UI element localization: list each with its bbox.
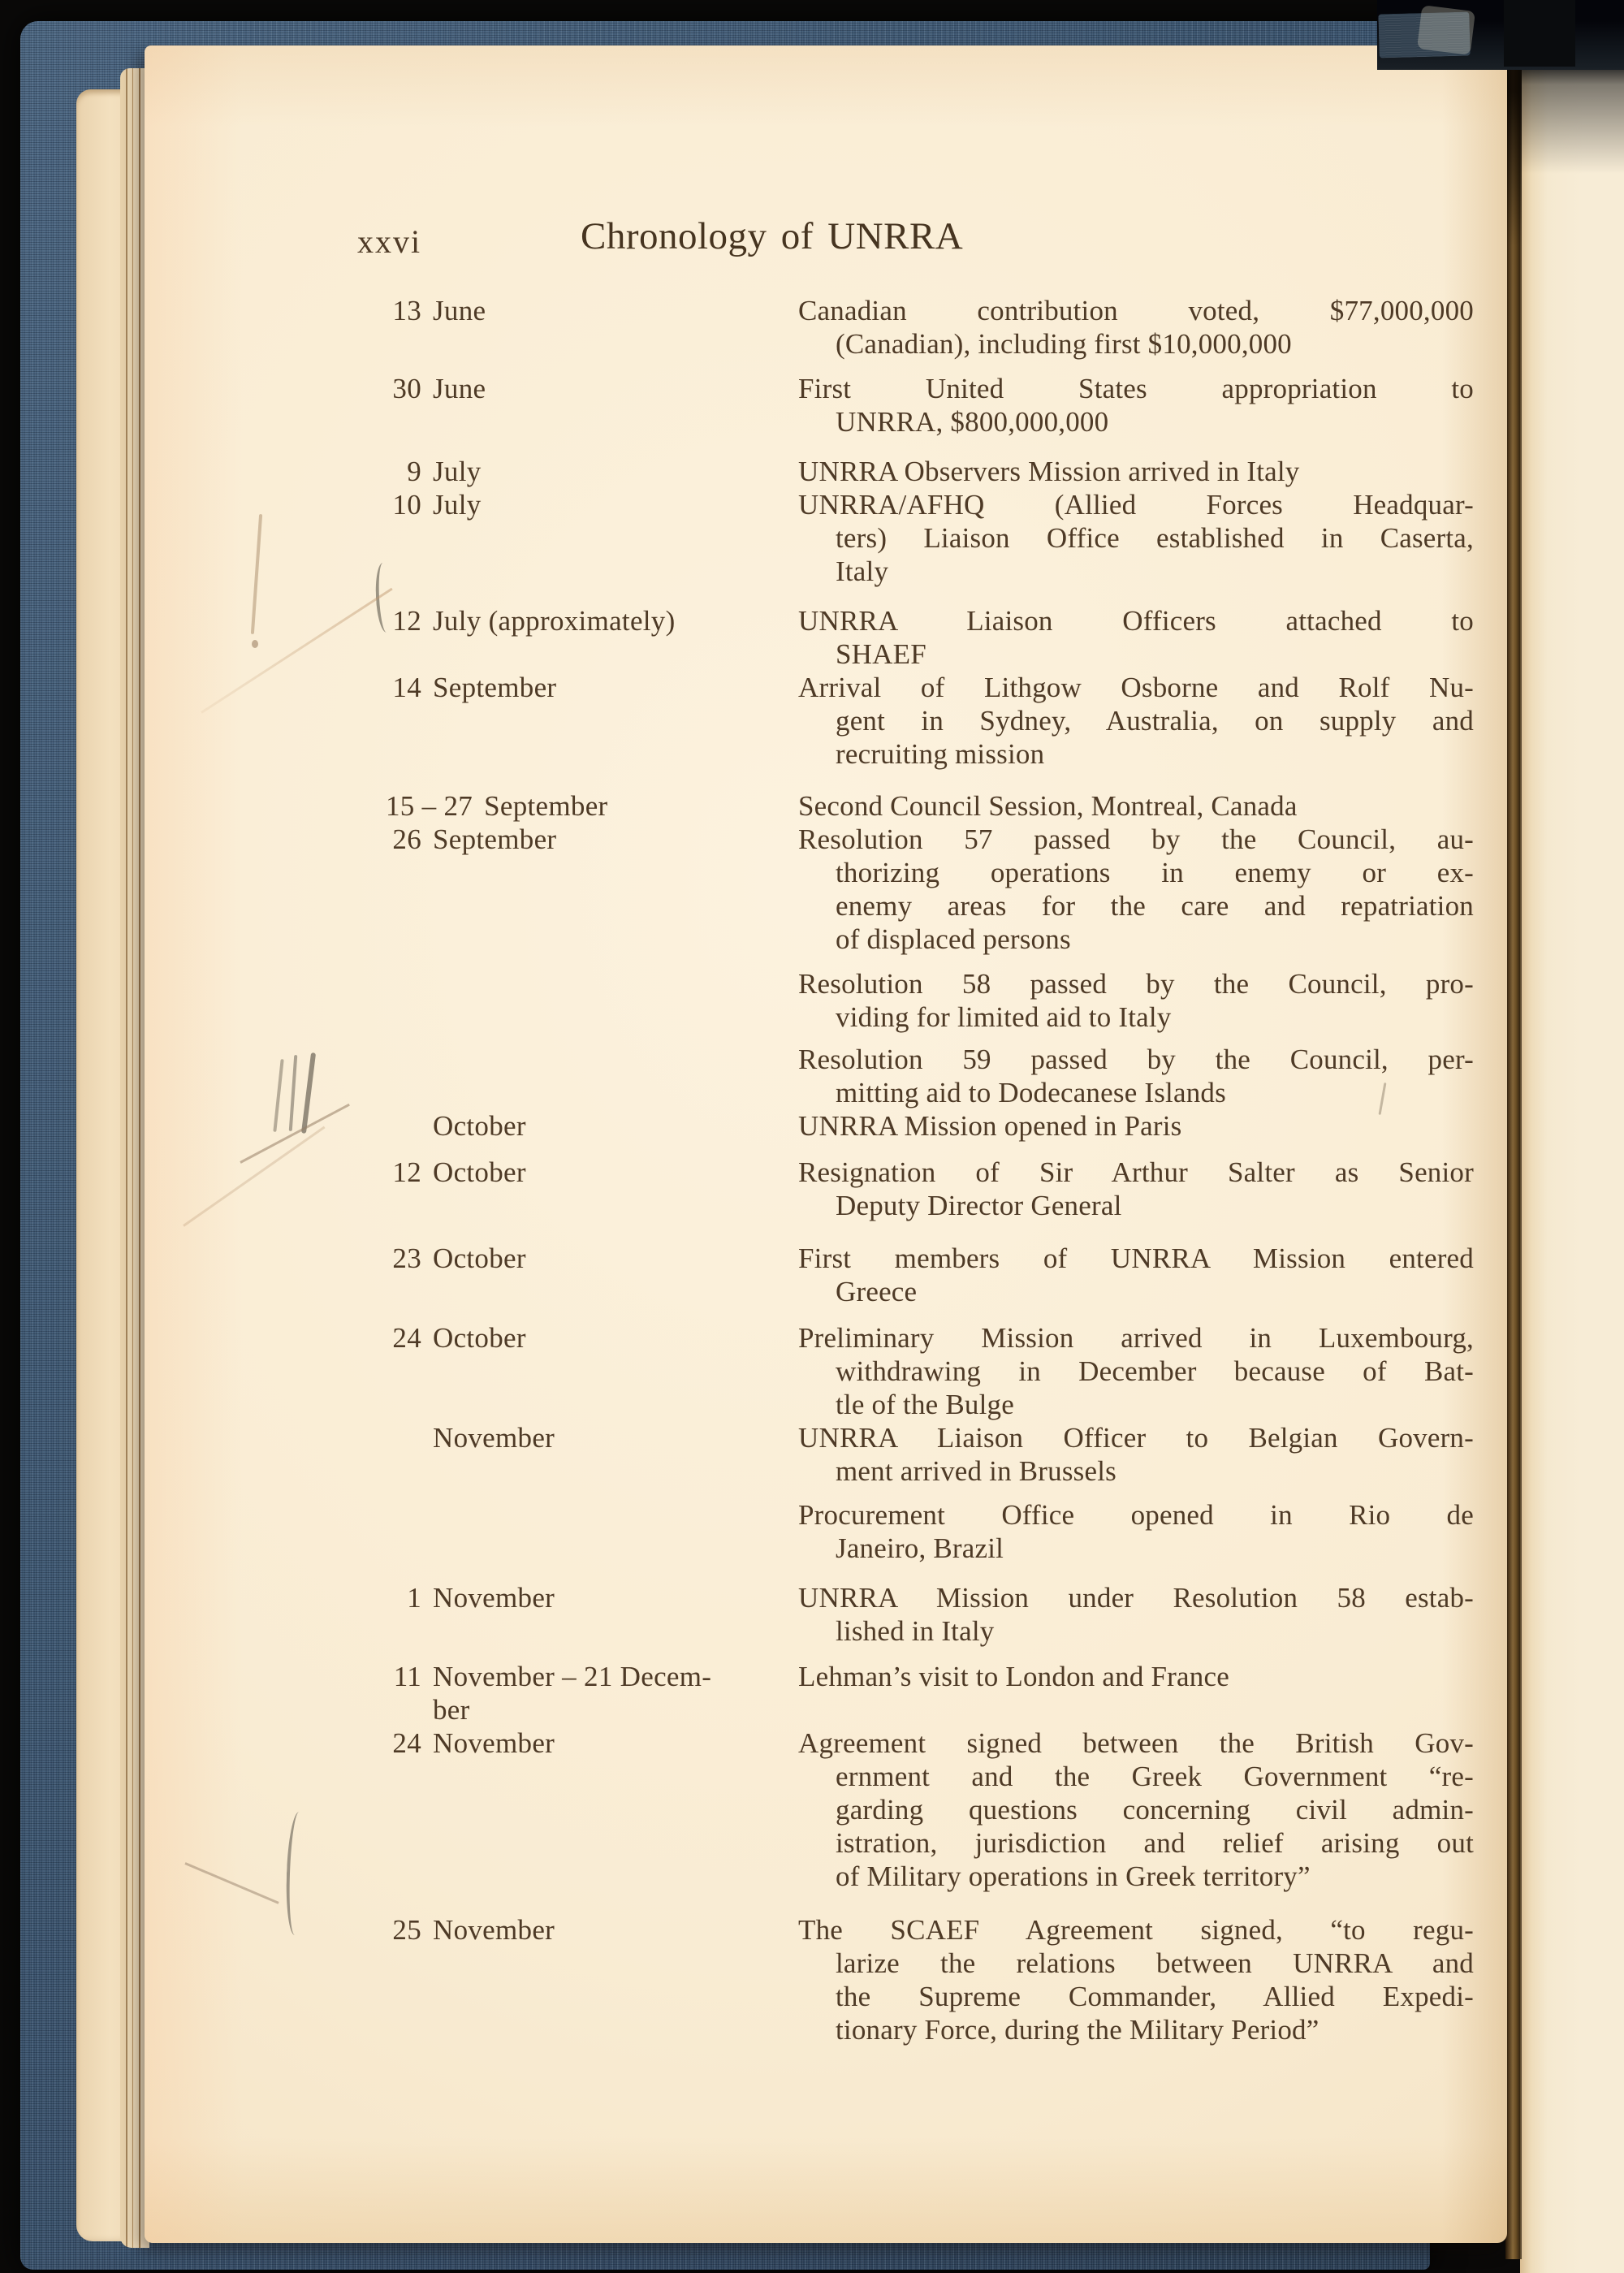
entry-description <box>798 455 1474 488</box>
entry-month: July <box>433 456 482 487</box>
entry-date <box>386 671 796 704</box>
tape-fragment <box>1417 5 1475 55</box>
entry-description-line: Procurement Office opened in Rio de <box>798 1499 1474 1531</box>
entry-date <box>386 1421 796 1454</box>
entry-description-line: enemy areas for the care and repatriation <box>836 890 1474 922</box>
entry-description-line: Resolution 58 passed by the Council, pro- <box>798 968 1474 1000</box>
entry-description <box>798 1581 1474 1648</box>
entry-month: October <box>433 1110 526 1142</box>
chronology-entry <box>145 1726 1507 1893</box>
chronology-entry <box>145 455 1507 488</box>
entry-month: September <box>433 823 557 855</box>
entry-date <box>386 1321 796 1355</box>
entry-description-line: UNRRA Mission opened in Paris <box>798 1110 1182 1142</box>
entry-description-line: (Canadian), including first $10,000,000 <box>836 328 1292 360</box>
entry-day: 15 – 27 <box>386 790 473 822</box>
entry-description-line: mitting aid to Dodecanese Islands <box>836 1077 1226 1108</box>
entry-description <box>798 1109 1474 1143</box>
entry-description-line: tle of the Bulge <box>836 1389 1014 1420</box>
entry-description-line: withdrawing in December because of Bat- <box>836 1355 1474 1387</box>
entry-description-line: Lehman’s visit to London and France <box>798 1661 1229 1692</box>
entry-month: November – 21 Decem- <box>433 1661 712 1692</box>
adjacent-page-edge <box>1520 52 1624 2273</box>
entry-description <box>798 1321 1474 1421</box>
entry-month: November <box>433 1914 555 1946</box>
entry-date <box>386 789 796 823</box>
entry-description-line: The SCAEF Agreement signed, “to regu- <box>798 1914 1474 1946</box>
chronology-entry <box>145 294 1507 361</box>
entry-day: 11 <box>393 1661 421 1692</box>
entry-description-line: Deputy Director General <box>836 1190 1122 1221</box>
entry-description <box>798 823 1474 956</box>
chronology-entry <box>145 1421 1507 1488</box>
entry-month: July <box>433 489 482 521</box>
entry-description-line: of displaced persons <box>836 923 1071 955</box>
entry-description-line: garding questions concerning civil admin- <box>836 1794 1474 1826</box>
entry-date <box>386 1242 796 1275</box>
entry-day: 12 <box>392 605 421 637</box>
chronology-entry <box>145 1660 1507 1726</box>
entry-description-line: First United States appropriation to <box>798 373 1474 404</box>
entry-day: 13 <box>392 295 421 326</box>
entry-description-line: lished in Italy <box>836 1615 995 1647</box>
entry-description-line: UNRRA/AFHQ (Allied Forces Headquar- <box>798 489 1474 521</box>
entry-date <box>386 294 796 327</box>
entry-day: 26 <box>392 823 421 855</box>
chronology-entry <box>145 1156 1507 1222</box>
entry-day: 24 <box>392 1322 421 1354</box>
entry-month: September <box>433 672 557 703</box>
entry-description-line: Second Council Session, Montreal, Canada <box>798 790 1298 822</box>
entry-description-line: ters) Liaison Office established in Caserta, <box>836 522 1474 554</box>
page-title: Chronology of UNRRA <box>581 215 964 257</box>
entry-description <box>798 1913 1474 2046</box>
entry-description-line: Arrival of Lithgow Osborne and Rolf Nu- <box>798 672 1474 703</box>
entry-day: 25 <box>392 1914 421 1946</box>
entry-description-line: UNRRA Liaison Officers attached to <box>798 605 1474 637</box>
entry-month: June <box>433 295 486 326</box>
entry-month: July (approximately) <box>433 605 676 637</box>
entry-description-line: Greece <box>836 1276 918 1307</box>
entry-description-line: UNRRA Mission under Resolution 58 estab- <box>798 1582 1474 1614</box>
entry-date <box>386 604 796 637</box>
page-number: xxvi <box>357 223 422 260</box>
entry-date <box>386 455 796 488</box>
entry-day: 23 <box>392 1242 421 1274</box>
entry-description <box>798 1421 1474 1488</box>
entry-date <box>386 1109 796 1143</box>
entry-description <box>798 1498 1474 1565</box>
entry-month: ber <box>433 1694 470 1726</box>
chronology-entry <box>145 372 1507 439</box>
entry-day: 1 <box>407 1582 421 1614</box>
entry-month: October <box>433 1156 526 1188</box>
entry-description-line: of Military operations in Greek territory” <box>836 1860 1311 1892</box>
entry-month: October <box>433 1242 526 1274</box>
entry-day: 30 <box>392 373 421 404</box>
entry-description-line: Resolution 57 passed by the Council, au- <box>798 823 1474 855</box>
entry-date <box>386 372 796 405</box>
entry-description <box>798 294 1474 361</box>
entry-description <box>798 1043 1474 1109</box>
entry-description-line: viding for limited aid to Italy <box>836 1001 1172 1033</box>
chronology-entry <box>145 1913 1507 2046</box>
chronology-entry <box>145 1109 1507 1143</box>
entry-month: October <box>433 1322 526 1354</box>
entry-month: June <box>433 373 486 404</box>
entry-description-line: UNRRA Observers Mission arrived in Italy <box>798 456 1300 487</box>
chronology-entry <box>145 1242 1507 1308</box>
entry-date <box>386 1726 796 1760</box>
entry-month: November <box>433 1727 555 1759</box>
page-content <box>145 45 1507 2243</box>
entry-day: 9 <box>407 456 421 487</box>
entry-description-line: Agreement signed between the British Gov- <box>798 1727 1474 1759</box>
entry-description-line: Janeiro, Brazil <box>836 1532 1004 1564</box>
entry-description <box>798 671 1474 771</box>
entry-description-line: Resignation of Sir Arthur Salter as Senior <box>798 1156 1474 1188</box>
entry-day: 10 <box>392 489 421 521</box>
entry-day: 12 <box>392 1156 421 1188</box>
entry-month: November <box>433 1422 555 1454</box>
chronology-list <box>145 294 1507 2046</box>
entry-description <box>798 488 1474 588</box>
entry-date <box>386 1156 796 1189</box>
entry-description-line: ernment and the Greek Government “re- <box>836 1761 1474 1792</box>
entry-description-line: Italy <box>836 555 889 587</box>
chronology-entry <box>145 1581 1507 1648</box>
entry-date <box>386 1660 796 1726</box>
entry-description <box>798 1156 1474 1222</box>
chronology-entry <box>145 488 1507 588</box>
entry-description <box>798 967 1474 1034</box>
chronology-entry <box>145 823 1507 956</box>
entry-description-line: SHAEF <box>836 638 926 670</box>
entry-description-line: Preliminary Mission arrived in Luxembourg, <box>798 1322 1474 1354</box>
entry-month: November <box>433 1582 555 1614</box>
entry-day: 24 <box>392 1727 421 1759</box>
chronology-entry <box>145 1498 1507 1565</box>
entry-description-line: ment arrived in Brussels <box>836 1455 1116 1487</box>
entry-description-line: istration, jurisdiction and relief arising out <box>836 1827 1474 1859</box>
chronology-entry <box>145 789 1507 823</box>
entry-description-line: First members of UNRRA Mission entered <box>798 1242 1474 1274</box>
entry-description-line: the Supreme Commander, Allied Expedi- <box>836 1981 1474 2012</box>
entry-description-line: larize the relations between UNRRA and <box>836 1947 1474 1979</box>
book-page <box>145 45 1507 2243</box>
entry-description <box>798 789 1474 823</box>
chronology-entry <box>145 967 1507 1034</box>
binding-dark-area <box>1504 0 1575 67</box>
entry-description-line: recruiting mission <box>836 738 1045 770</box>
entry-day: 14 <box>392 672 421 703</box>
entry-description-line: tionary Force, during the Military Period” <box>836 2014 1320 2046</box>
chronology-entry <box>145 1321 1507 1421</box>
entry-date <box>386 488 796 521</box>
entry-description <box>798 1726 1474 1893</box>
entry-description-line: gent in Sydney, Australia, on supply and <box>836 705 1474 737</box>
entry-description <box>798 1660 1474 1693</box>
entry-description <box>798 604 1474 671</box>
chronology-entry <box>145 1043 1507 1109</box>
chronology-entry <box>145 671 1507 771</box>
entry-description-line: thorizing operations in enemy or ex- <box>836 857 1474 888</box>
entry-date <box>386 1581 796 1614</box>
entry-date <box>386 823 796 856</box>
entry-date <box>386 1913 796 1947</box>
page-gutter <box>1505 47 1522 2259</box>
entry-description <box>798 372 1474 439</box>
entry-description <box>798 1242 1474 1308</box>
entry-description-line: Resolution 59 passed by the Council, per- <box>798 1044 1474 1075</box>
entry-description-line: Canadian contribution voted, $77,000,000 <box>798 295 1474 326</box>
chronology-entry <box>145 604 1507 671</box>
entry-description-line: UNRRA Liaison Officer to Belgian Govern- <box>798 1422 1474 1454</box>
entry-description-line: UNRRA, $800,000,000 <box>836 406 1109 438</box>
entry-month: September <box>484 790 608 822</box>
